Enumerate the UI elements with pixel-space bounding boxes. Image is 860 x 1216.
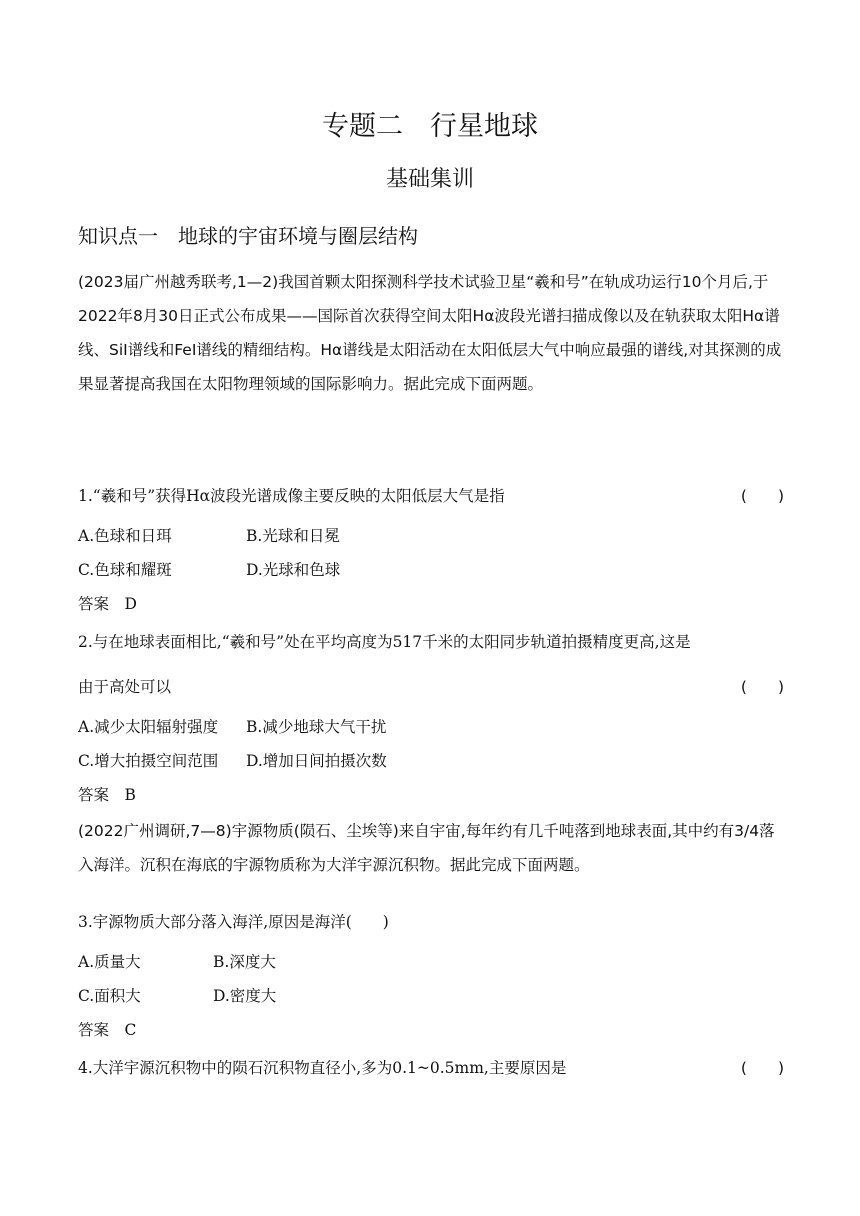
question-1-answer-bracket: ( ) xyxy=(740,487,784,505)
question-1-stem: 1.“羲和号”获得Hα波段光谱成像主要反映的太阳低层大气是指 xyxy=(78,487,505,505)
question-2-option-b: B.减少地球大气干扰 xyxy=(246,718,387,736)
passage-1: (2023届广州越秀联考,1—2)我国首颗太阳探测科学技术试验卫星“羲和号”在轨成功运行10个月后,于2022年8月30日正式公布成果——国际首次获得空间太阳Hα波段光谱扫描成像以及在轨获取太阳Hα谱线、SiI谱线和FeI谱线的精细结构。Hα谱线是太阳活动在太阳低层大气中响应最强的谱线,对其探测的成果显著提高我国在太阳物理领域的国际影响力。据此完成下面两题。 xyxy=(78,273,782,393)
question-1-option-d: D.光球和色球 xyxy=(246,561,341,579)
section-heading: 知识点一 地球的宇宙环境与圈层结构 xyxy=(78,224,418,248)
question-2-stem-line-2: 由于高处可以 xyxy=(78,678,172,696)
question-1-option-c: C.色球和耀斑 xyxy=(78,561,172,579)
page-title: 专题二 行星地球 xyxy=(322,111,538,142)
question-2-answer-bracket: ( ) xyxy=(740,678,784,696)
question-3-option-c: C.面积大 xyxy=(78,987,141,1005)
question-4-stem: 4.大洋宇源沉积物中的陨石沉积物直径小,多为0.1~0.5mm,主要原因是 xyxy=(78,1059,567,1077)
question-3-option-b: B.深度大 xyxy=(213,953,276,971)
question-3-stem: 3.宇源物质大部分落入海洋,原因是海洋( ) xyxy=(78,913,389,931)
question-2-answer: 答案 B xyxy=(78,786,136,804)
question-3-answer: 答案 C xyxy=(78,1021,137,1039)
passage-2: (2022广州调研,7—8)宇源物质(陨石、尘埃等)来自宇宙,每年约有几千吨落到地球表面,其中约有3/4落入海洋。沉积在海底的宇源物质称为大洋宇源沉积物。据此完成下面两题。 xyxy=(78,822,775,874)
question-3-option-d: D.密度大 xyxy=(213,987,277,1005)
question-2-option-a: A.减少太阳辐射强度 xyxy=(78,718,219,736)
page-subtitle: 基础集训 xyxy=(385,167,474,192)
question-2-option-d: D.增加日间拍摄次数 xyxy=(246,752,387,770)
question-3-option-a: A.质量大 xyxy=(78,953,141,971)
question-1-answer: 答案 D xyxy=(78,595,137,613)
question-1-option-b: B.光球和日冕 xyxy=(246,527,340,545)
question-2-stem-line-1: 2.与在地球表面相比,“羲和号”处在平均高度为517千米的太阳同步轨道拍摄精度更高,这是 xyxy=(78,633,691,651)
question-4-answer-bracket: ( ) xyxy=(740,1059,784,1077)
question-1-option-a: A.色球和日珥 xyxy=(78,527,172,545)
question-2-option-c: C.增大拍摄空间范围 xyxy=(78,752,219,770)
